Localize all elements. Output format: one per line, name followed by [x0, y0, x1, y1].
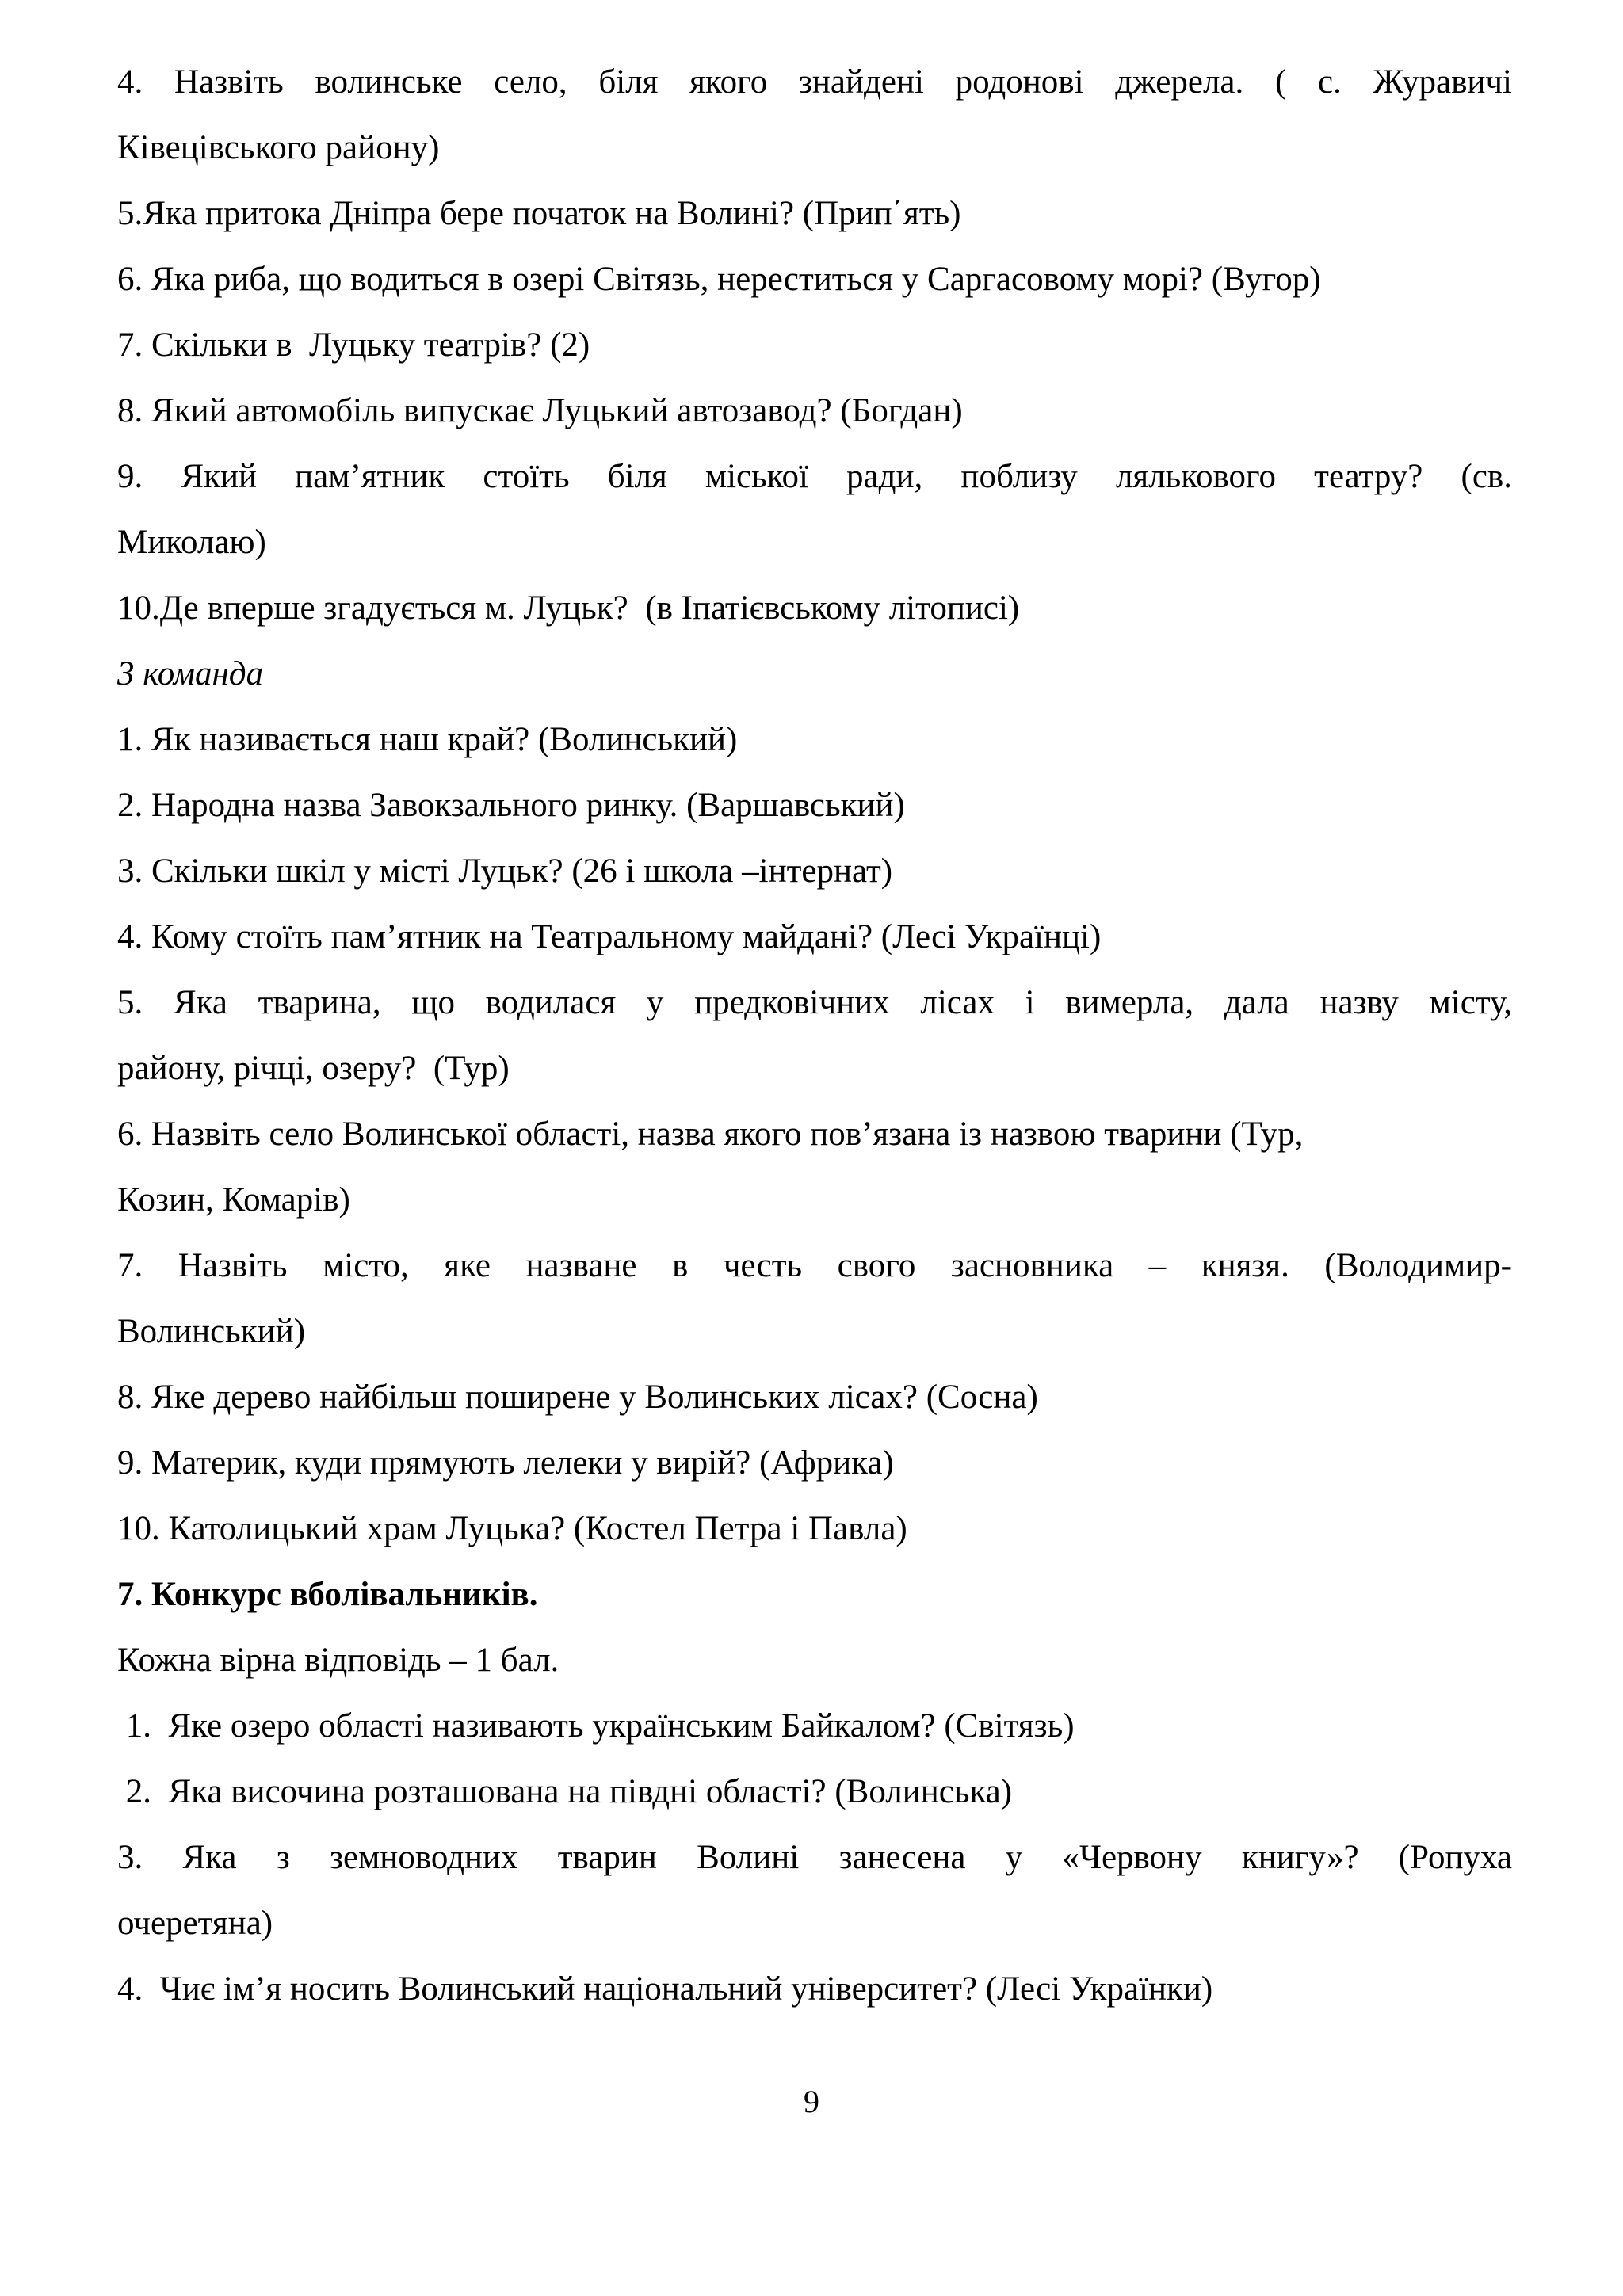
text-line: 3. Скільки шкіл у місті Луцьк? (26 і школа –інтернат)	[117, 852, 893, 890]
text-line: Волинський)	[117, 1313, 306, 1350]
text-line: Ківецівського району)	[117, 129, 440, 166]
text-line: 2. Народна назва Завокзального ринку. (Варшавський)	[117, 787, 905, 824]
text-line: 10. Католицький храм Луцька? (Костел Петра і Павла)	[117, 1510, 907, 1547]
text-line: району, річці, озеру? (Тур)	[117, 1050, 510, 1087]
text-line: Кожна вірна відповідь – 1 бал.	[117, 1642, 559, 1679]
text-line: Козин, Комарів)	[117, 1181, 350, 1219]
document-page	[117, 49, 1512, 2022]
text-line: 5. Яка тварина, що водилася у предковічних лісах і вимерла, дала назву місту,	[117, 984, 1512, 1021]
text-line: 8. Який автомобіль випускає Луцький автозавод? (Богдан)	[117, 392, 963, 429]
text-line: очеретяна)	[117, 1905, 273, 1942]
text-line: 4. Кому стоїть пам’ятник на Театральному майдані? (Лесі Українці)	[117, 918, 1102, 955]
text-line: 5.Яка притока Дніпра бере початок на Волині? (Прип΄ять)	[117, 195, 961, 232]
text-line: 9. Який пам’ятник стоїть біля міської ради, поблизу лялькового театру? (св.	[117, 458, 1512, 495]
text-line: 3. Яка з земноводних тварин Волині занесена у «Червону книгу»? (Ропуха	[117, 1839, 1512, 1876]
text-line: 7. Скільки в Луцьку театрів? (2)	[117, 326, 590, 364]
text-line: 4. Назвіть волинське село, біля якого знайдені родонові джерела. ( с. Журавичі	[117, 63, 1512, 101]
text-line: 6. Яка риба, що водиться в озері Світязь, нереститься у Саргасовому морі? (Вугор)	[117, 261, 1321, 298]
text-line: 6. Назвіть село Волинської області, назва якого пов’язана із назвою тварини (Тур,	[117, 1116, 1304, 1153]
text-line: 7. Назвіть місто, яке назване в честь свого засновника – князя. (Володимир-	[117, 1247, 1512, 1284]
text-line: 4. Чиє ім’я носить Волинський національний університет? (Лесі Українки)	[117, 1970, 1213, 2008]
text-line: 9. Материк, куди прямують лелеки у вирій? (Африка)	[117, 1444, 894, 1482]
text-line: 10.Де вперше згадується м. Луцьк? (в Іпатієвському літописі)	[117, 589, 1020, 627]
text-line: Миколаю)	[117, 524, 266, 561]
text-line: 1. Як називається наш край? (Волинський)	[117, 721, 738, 758]
text-line: 8. Яке дерево найбільш поширене у Волинських лісах? (Сосна)	[117, 1379, 1038, 1416]
team-heading: 3 команда	[117, 655, 264, 692]
text-line: 1. Яке озеро області називають українським Байкалом? (Світязь)	[117, 1707, 1075, 1745]
text-line: 2. Яка височина розташована на півдні області? (Волинська)	[117, 1773, 1013, 1810]
section-heading: 7. Конкурс вболівальників.	[117, 1576, 538, 1613]
page-number: 9	[804, 2084, 819, 2119]
